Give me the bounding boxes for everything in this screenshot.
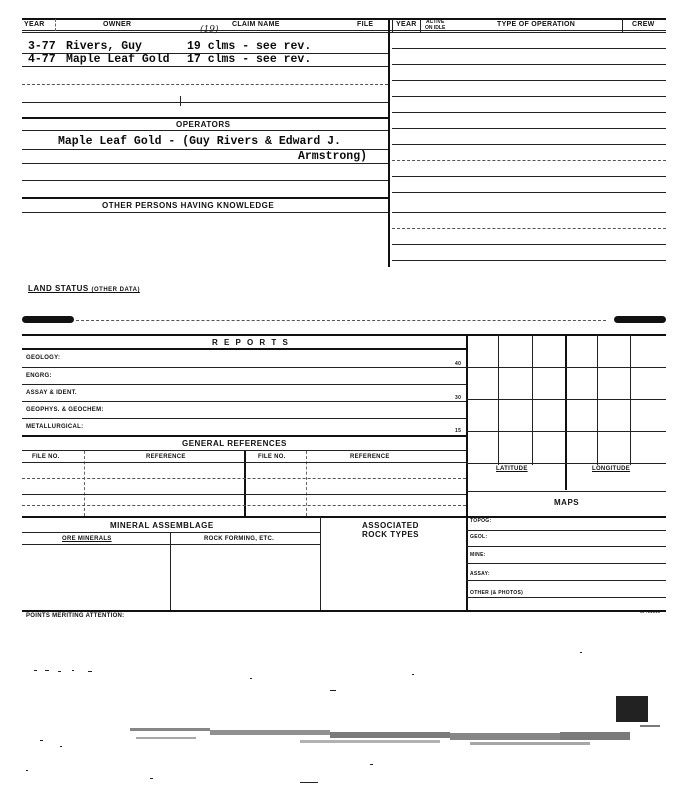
maps-topog: TOPOG:	[470, 518, 492, 524]
owner-row-2-claims: 17 clms - see rev.	[187, 53, 312, 66]
points-meriting-attention: POINTS MERITING ATTENTION:	[26, 613, 125, 619]
land-status-heading	[28, 284, 140, 293]
report-assay-num: 30	[455, 395, 462, 401]
reports-heading: R E P O R T S	[212, 338, 290, 347]
report-geology: GEOLOGY:	[26, 355, 61, 361]
handwritten-note: (19)	[200, 25, 219, 35]
header-active-on-idle	[425, 19, 445, 31]
header-type-of-operation: TYPE OF OPERATION	[497, 21, 576, 28]
redaction-mark-right	[614, 316, 666, 323]
report-geology-num: 40	[455, 361, 462, 367]
redaction-mark-left	[22, 316, 74, 323]
gen-ref-file-no-1: FILE NO.	[32, 454, 60, 460]
header-crew: CREW	[632, 21, 655, 28]
report-metallurgical: METALLURGICAL:	[26, 424, 84, 430]
scan-artifacts	[0, 640, 678, 808]
gen-ref-file-no-2: FILE NO.	[258, 454, 286, 460]
mineral-assemblage-heading: MINERAL ASSEMBLAGE	[110, 521, 214, 530]
maps-heading: MAPS	[554, 498, 580, 507]
report-geophys: GEOPHYS. & GEOCHEM:	[26, 407, 104, 413]
maps-geol: GEOL:	[470, 534, 488, 540]
ore-minerals-label: ORE MINERALS	[62, 536, 112, 542]
owner-row-2-name: Maple Leaf Gold	[66, 53, 170, 66]
header-owner: OWNER	[103, 21, 132, 28]
form-number: SP-14616	[640, 609, 661, 614]
owner-row-1-name: Rivers, Guy	[66, 40, 142, 53]
associated-rock-types-line-2: ROCK TYPES	[362, 530, 420, 539]
rock-forming-label: ROCK FORMING, ETC.	[204, 536, 275, 542]
latitude-label: LATITUDE	[496, 466, 528, 472]
longitude-label: LONGITUDE	[592, 466, 631, 472]
owner-row-1-claims: 19 clms - see rev.	[187, 40, 312, 53]
report-engrg: ENGRG:	[26, 373, 52, 379]
report-metallurgical-num: 15	[455, 428, 462, 434]
report-assay: ASSAY & IDENT.	[26, 390, 77, 396]
other-persons-heading: OTHER PERSONS HAVING KNOWLEDGE	[102, 201, 275, 210]
general-references-heading: GENERAL REFERENCES	[182, 439, 287, 448]
gen-ref-reference-2: REFERENCE	[350, 454, 390, 460]
land-status-sub: (OTHER DATA)	[91, 287, 140, 293]
header-on-idle: ON IDLE	[425, 25, 446, 31]
land-status-title: LAND STATUS	[28, 284, 89, 293]
associated-rock-types-line-1: ASSOCIATED	[362, 521, 419, 530]
header-year-right: YEAR	[396, 21, 417, 28]
header-claim-name: CLAIM NAME	[232, 21, 280, 28]
maps-assay: ASSAY:	[470, 571, 490, 577]
header-year: YEAR	[24, 21, 45, 28]
maps-mine: MINE:	[470, 552, 486, 558]
operators-line-2: Armstrong)	[298, 150, 368, 163]
header-active: ACTIVE	[425, 19, 445, 25]
operators-line-1: Maple Leaf Gold - (Guy Rivers & Edward J.	[58, 135, 341, 148]
maps-other: OTHER (& PHOTOS)	[470, 590, 524, 596]
operators-heading: OPERATORS	[176, 120, 231, 129]
gen-ref-reference-1: REFERENCE	[146, 454, 186, 460]
header-file: FILE	[357, 21, 374, 28]
owner-row-1-year: 3-77	[28, 40, 56, 53]
owner-row-2-year: 4-77	[28, 53, 56, 66]
